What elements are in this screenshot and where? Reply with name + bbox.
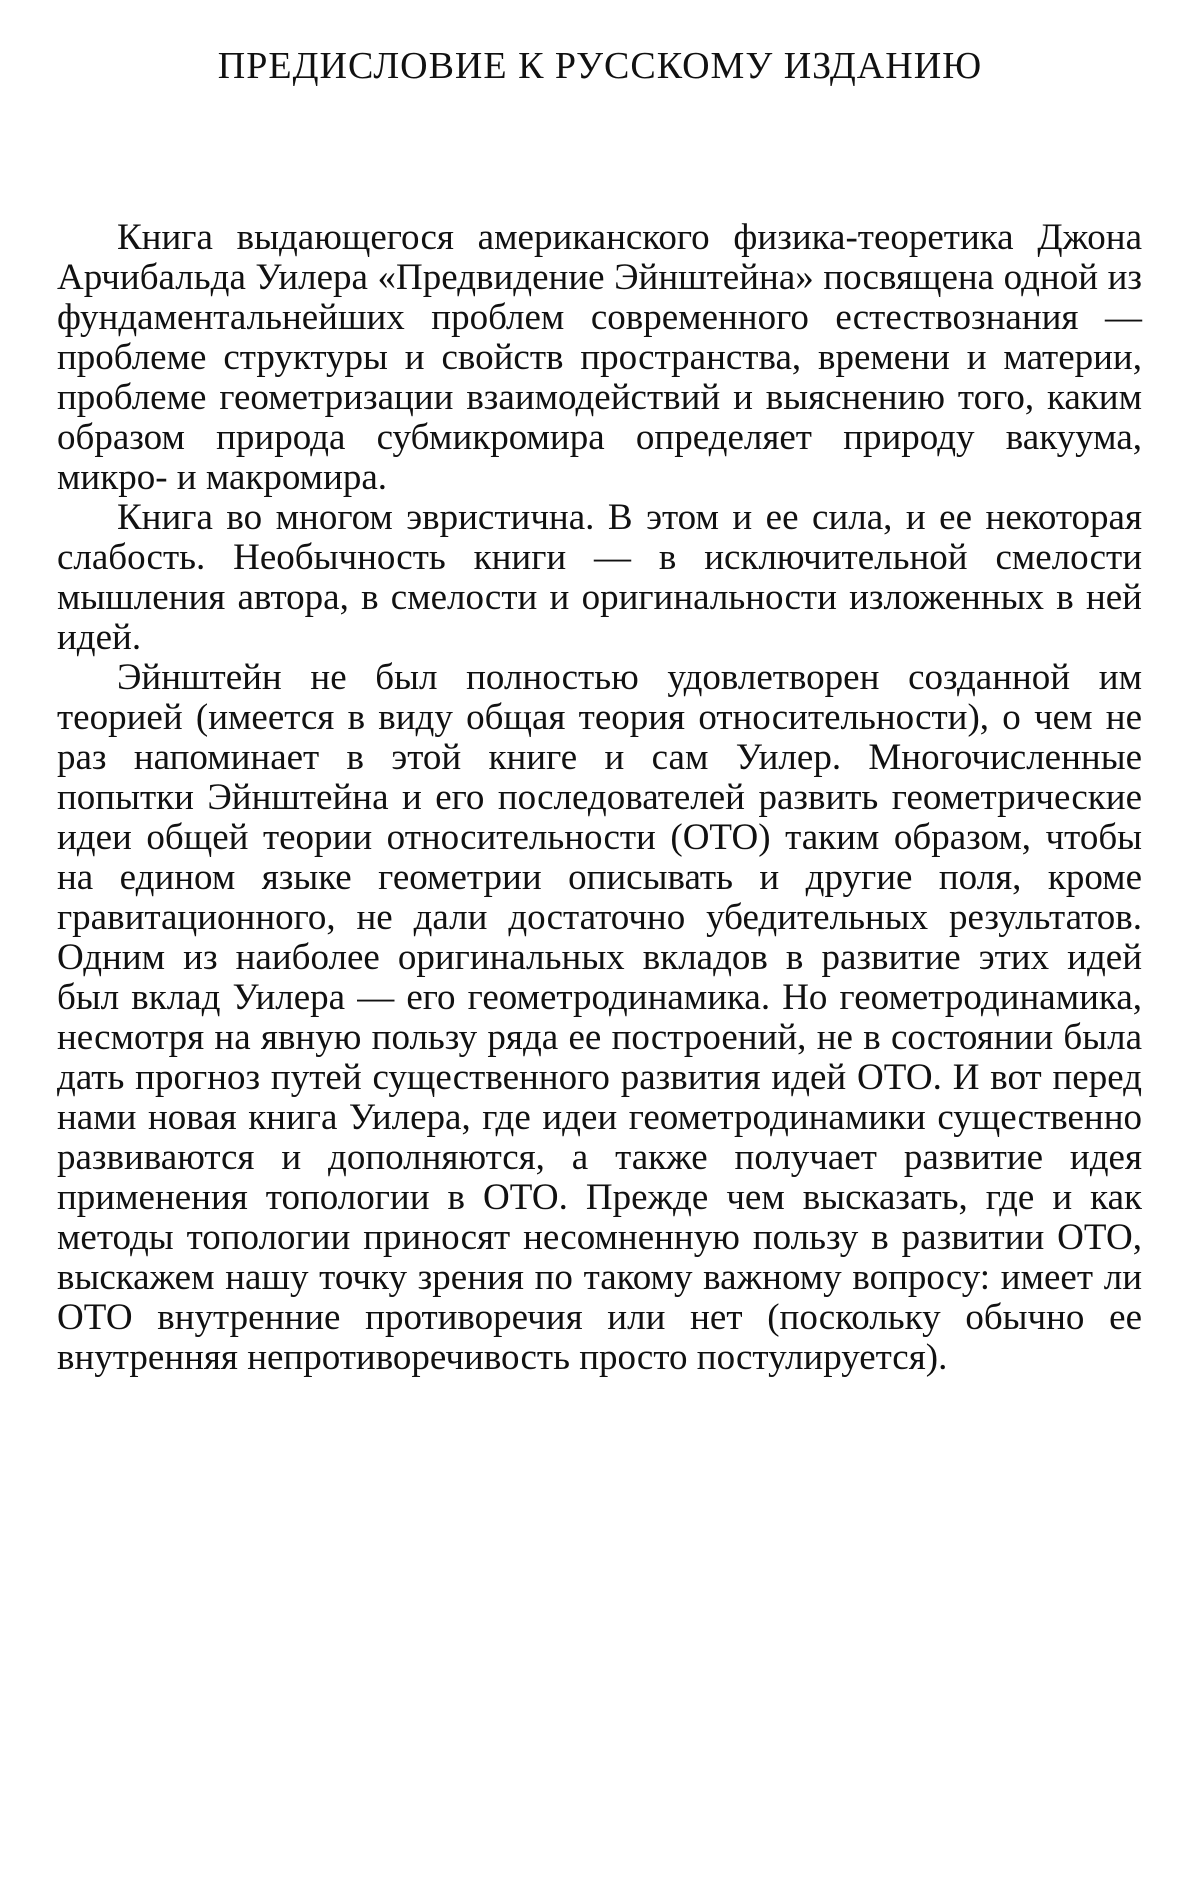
paragraph-2: Книга во многом эвристична. В этом и ее сила, и ее некоторая слабость. Необычность книги — в исключительной смелости мышления автора, в смелости и оригинальности изложенных в ней идей. bbox=[57, 497, 1142, 658]
page-heading: ПРЕДИСЛОВИЕ К РУССКОМУ ИЗДАНИЮ bbox=[217, 45, 983, 87]
paragraph-3: Эйнштейн не был полностью удовлетворен созданной им теорией (имеется в виду общая теория относительности), о чем не раз напоминает в этой книге и сам Уилер. Многочисленные попытки Эйнштейна и его последователей развить геометрические идеи общей теории относительности (ОТО) таким образом, чтобы на едином языке геометрии описывать и другие поля, кроме гравитационного, не дали достаточно убедительных результатов. Одним из наиболее оригинальных вкладов в развитие этих идей был вклад Уилера — его геометродинамика. Но геометродинамика, несмотря на явную пользу ряда ее построений, не в состоянии была дать прогноз путей существенного развития идей ОТО. И вот перед нами новая книга Уилера, где идеи геометродинамики существенно развиваются и дополняются, а также получает развитие идея применения топологии в ОТО. Прежде чем высказать, где и как методы топологии приносят несомненную пользу в развитии ОТО, выскажем нашу точку зрения по такому важному вопросу: имеет ли ОТО внутренние противоречия или нет (поскольку обычно ее внутренняя непротиворечивость просто постулируется). bbox=[57, 657, 1142, 1378]
paragraph-1: Книга выдающегося американского физика-теоретика Джона Арчибальда Уилера «Предвидение Эйнштейна» посвящена одной из фундаментальнейших проблем современного естествознания — проблеме структуры и свойств пространства, времени и материи, проблеме геометризации взаимодействий и выяснению того, каким образом природа субмикромира определяет природу вакуума, микро- и макромира. bbox=[57, 217, 1142, 498]
body-text bbox=[57, 218, 1142, 1378]
